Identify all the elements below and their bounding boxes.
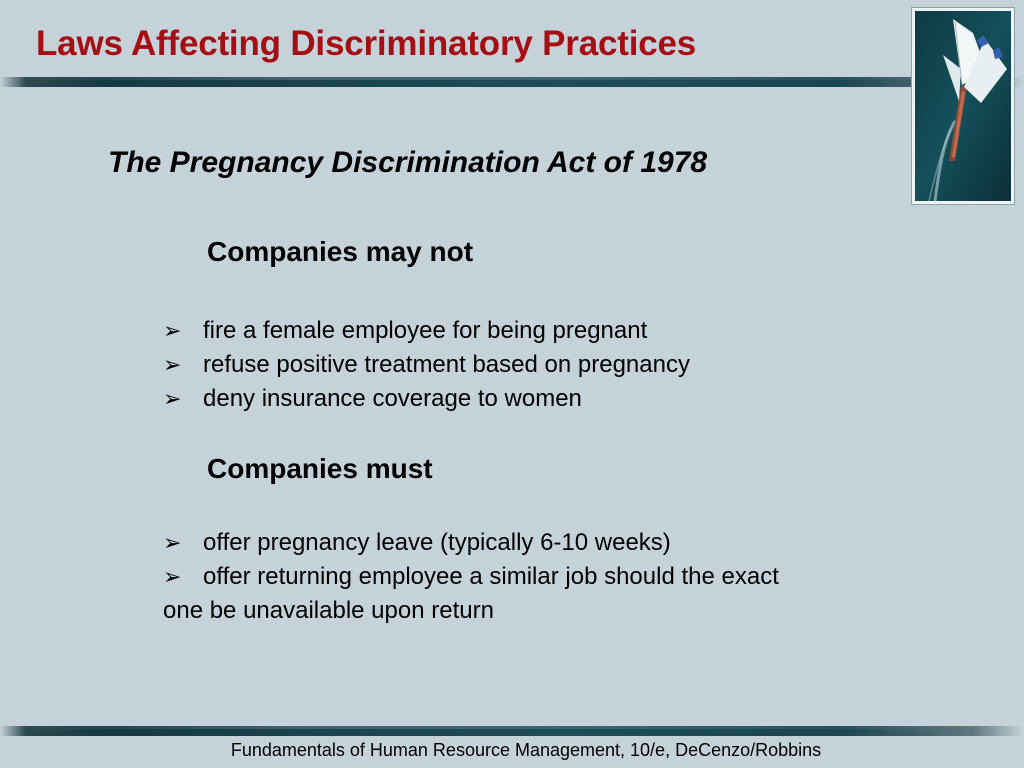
list-item xyxy=(163,526,903,560)
list-item xyxy=(163,382,690,416)
must-heading: Companies must xyxy=(207,453,433,484)
bottom-divider xyxy=(0,726,1024,736)
list-item-continuation: one be unavailable upon return xyxy=(163,597,494,624)
list-item-text: refuse positive treatment based on pregnancy xyxy=(203,351,690,378)
list-item-text: offer pregnancy leave (typically 6-10 weeks) xyxy=(203,529,671,556)
top-divider xyxy=(0,77,1024,87)
act-subtitle: The Pregnancy Discrimination Act of 1978 xyxy=(108,146,708,179)
slide-title: Laws Affecting Discriminatory Practices xyxy=(36,24,697,63)
sailboat-photo xyxy=(912,8,1014,204)
arrow-bullet-icon: ➢ xyxy=(163,564,182,589)
arrow-bullet-icon: ➢ xyxy=(163,352,182,377)
may-not-heading: Companies may not xyxy=(207,236,474,267)
may-not-list xyxy=(163,314,690,416)
arrow-bullet-icon: ➢ xyxy=(163,386,182,411)
list-item-text: offer returning employee a similar job should the exact xyxy=(203,563,779,590)
list-item-text: fire a female employee for being pregnant xyxy=(203,317,648,344)
list-item-text: deny insurance coverage to women xyxy=(203,385,582,412)
must-list xyxy=(163,526,903,628)
list-item xyxy=(163,348,690,382)
list-item xyxy=(163,314,690,348)
arrow-bullet-icon: ➢ xyxy=(163,318,182,343)
footer-citation: Fundamentals of Human Resource Management, 10/e, DeCenzo/Robbins xyxy=(230,740,822,760)
list-item xyxy=(163,560,903,628)
sailboat-image xyxy=(915,11,1011,201)
arrow-bullet-icon: ➢ xyxy=(163,530,182,555)
